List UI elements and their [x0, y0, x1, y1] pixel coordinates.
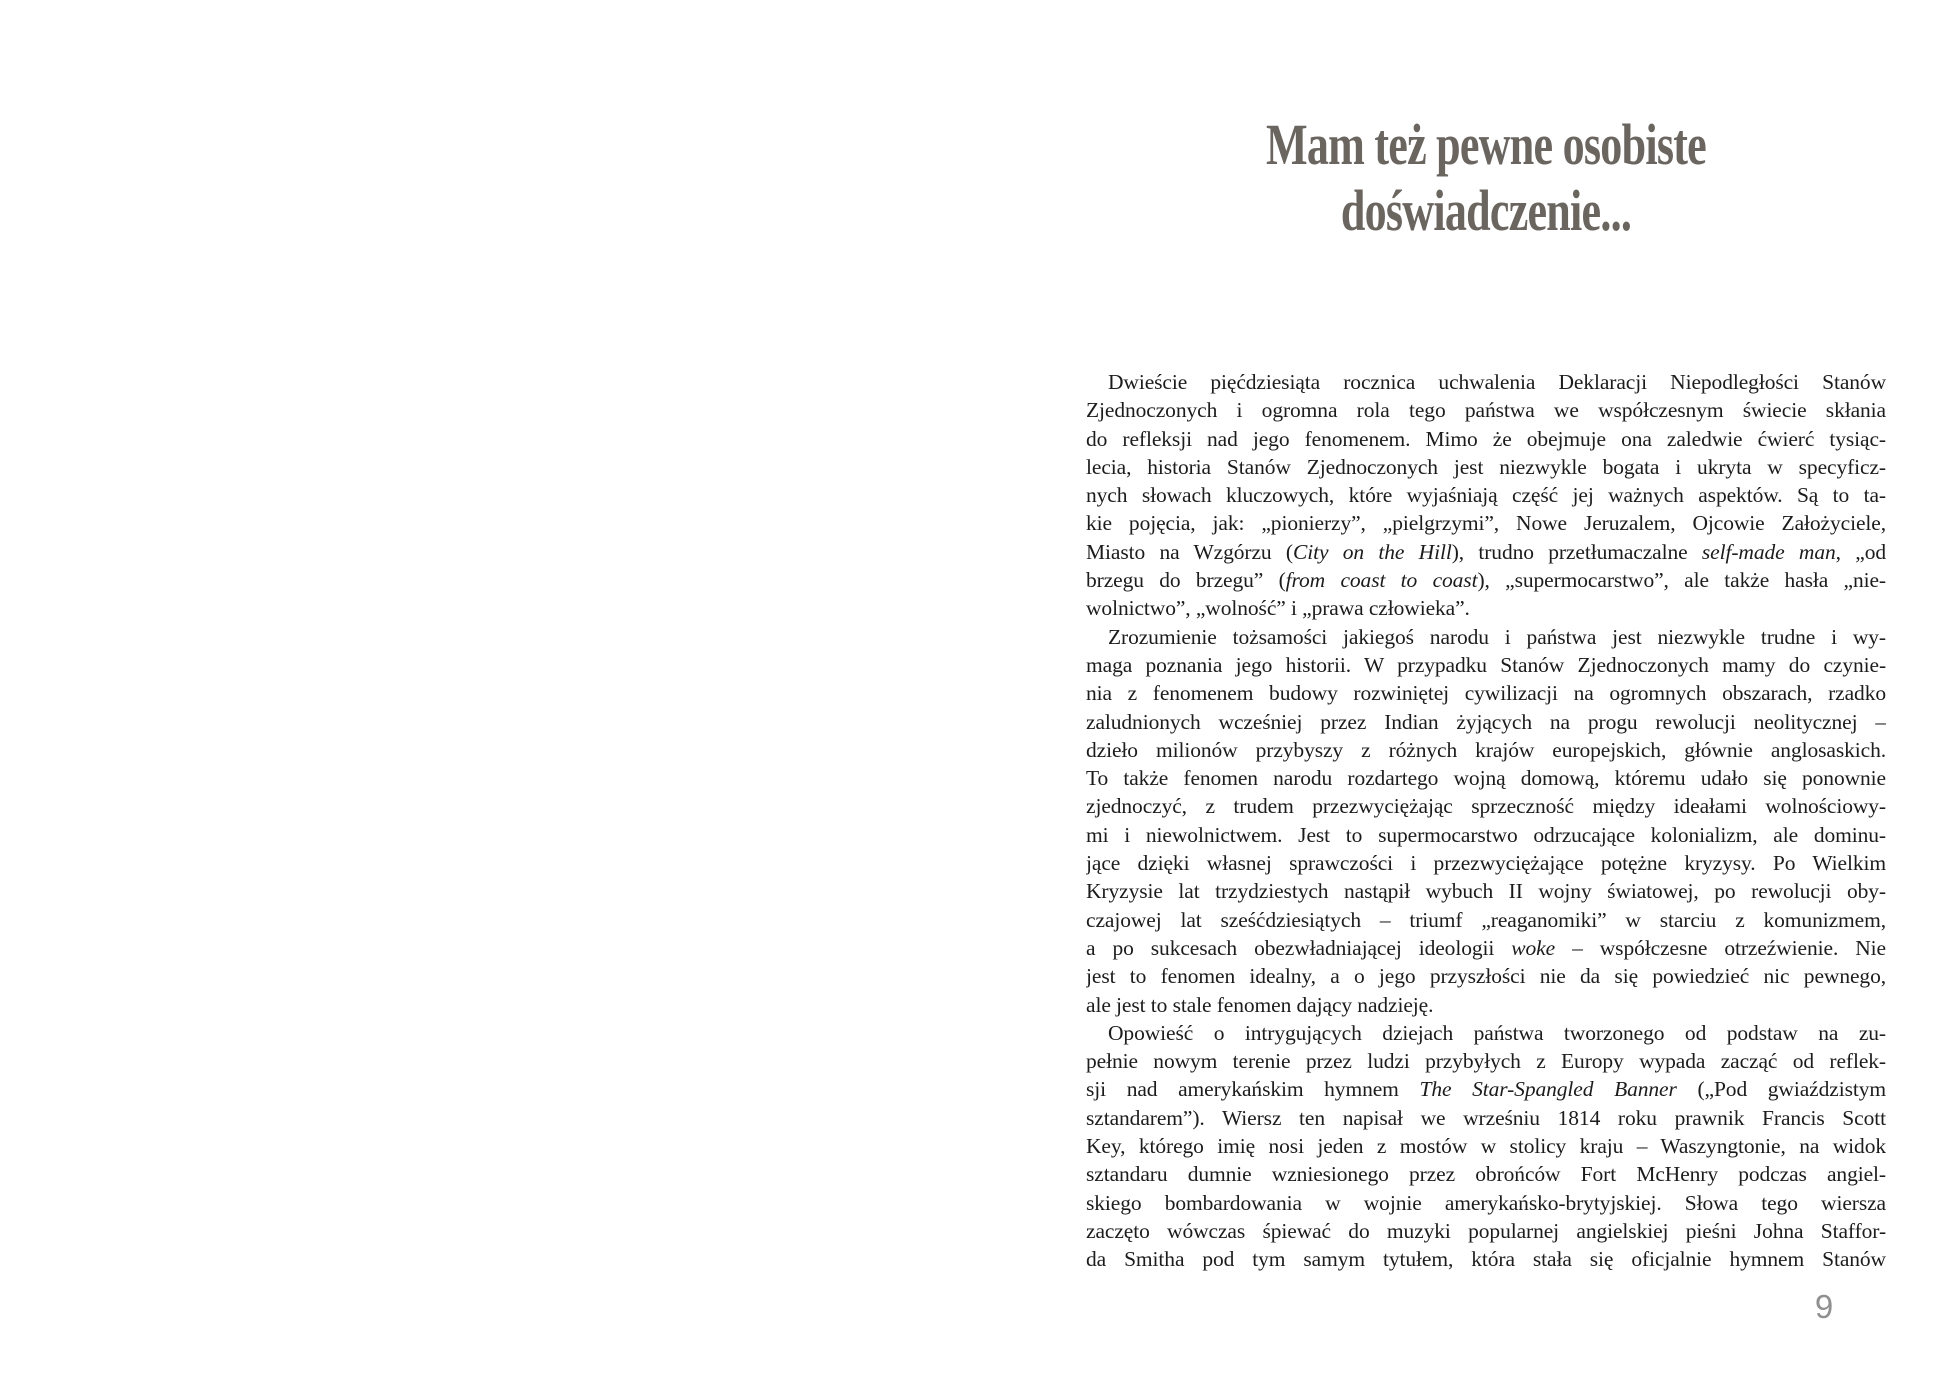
- body-text: [1086, 368, 1886, 1274]
- regular-text: Zrozumienie tożsamości jakiegoś narodu i państwa jest niezwykle trudne i wy-: [1108, 624, 1886, 649]
- text-line: [1086, 651, 1886, 679]
- regular-text: ), trudno przetłumaczalne: [1451, 539, 1702, 564]
- italic-text: from coast to coast: [1285, 568, 1478, 593]
- text-line: [1086, 792, 1886, 820]
- regular-text: mi i niewolnictwem. Jest to supermocarstwo odrzucające kolonializm, ale dominu-: [1086, 822, 1886, 847]
- regular-text: sztandaru dumnie wzniesionego przez obrońców Fort McHenry podczas angiel-: [1086, 1162, 1886, 1187]
- regular-text: jące dzięki własnej sprawczości i przezwyciężające potężne kryzysy. Po Wielkim: [1086, 851, 1886, 876]
- text-line: [1086, 396, 1886, 424]
- text-line: [1086, 708, 1886, 736]
- text-line: [1086, 481, 1886, 509]
- regular-text: skiego bombardowania w wojnie amerykańsko-brytyjskiej. Słowa tego wiersza: [1086, 1190, 1886, 1215]
- italic-text: City on the Hill: [1292, 539, 1452, 564]
- regular-text: zaczęto wówczas śpiewać do muzyki popularnej angielskiej pieśni Johna Staffor-: [1086, 1218, 1886, 1243]
- text-line: [1086, 368, 1886, 396]
- regular-text: czajowej lat sześćdziesiątych – triumf „reaganomiki” w starciu z komunizmem,: [1086, 907, 1886, 932]
- regular-text: da Smitha pod tym samym tytułem, która stała się oficjalnie hymnem Stanów: [1086, 1247, 1886, 1272]
- text-line: [1086, 1189, 1886, 1217]
- text-line: [1086, 509, 1886, 537]
- regular-text: ), „supermocarstwo”, ale także hasła „nie-: [1477, 568, 1886, 593]
- text-line: [1086, 934, 1886, 962]
- regular-text: sji nad amerykańskim hymnem: [1086, 1077, 1420, 1102]
- text-line: [1086, 764, 1886, 792]
- regular-text: („Pod gwiaździstym: [1676, 1077, 1886, 1102]
- text-line: [1086, 962, 1886, 990]
- regular-text: To także fenomen narodu rozdartego wojną domową, któremu udało się ponownie: [1086, 766, 1886, 791]
- regular-text: brzegu do brzegu” (: [1086, 568, 1286, 593]
- italic-text: The Star-Spangled Banner: [1419, 1077, 1677, 1102]
- regular-text: nych słowach kluczowych, które wyjaśniają część jej ważnych aspektów. Są to ta-: [1086, 483, 1886, 508]
- regular-text: dzieło milionów przybyszy z różnych krajów europejskich, głównie anglosaskich.: [1086, 737, 1886, 762]
- text-line: [1086, 1104, 1886, 1132]
- regular-text: sztandarem”). Wiersz ten napisał we wrześniu 1814 roku prawnik Francis Scott: [1086, 1105, 1886, 1130]
- regular-text: kie pojęcia, jak: „pionierzy”, „pielgrzymi”, Nowe Jeruzalem, Ojcowie Założyciele,: [1086, 511, 1886, 536]
- text-line: [1086, 849, 1886, 877]
- regular-text: maga poznania jego historii. W przypadku Stanów Zjednoczonych mamy do czynie-: [1086, 652, 1886, 677]
- regular-text: – współczesne otrzeźwienie. Nie: [1555, 935, 1886, 960]
- text-line: [1086, 453, 1886, 481]
- text-line: [1086, 623, 1886, 651]
- regular-text: wolnictwo”, „wolność” i „prawa człowieka”.: [1086, 596, 1470, 621]
- text-line: [1086, 906, 1886, 934]
- text-line: [1086, 425, 1886, 453]
- text-line: [1086, 1075, 1886, 1103]
- regular-text: lecia, historia Stanów Zjednoczonych jest niezwykle bogata i ukryta w specyficz-: [1086, 454, 1886, 479]
- regular-text: do refleksji nad jego fenomenem. Mimo że obejmuje ona zaledwie ćwierć tysiąc-: [1086, 426, 1886, 451]
- text-line: [1086, 821, 1886, 849]
- text-line: [1086, 594, 1886, 622]
- regular-text: Dwieście pięćdziesiąta rocznica uchwalenia Deklaracji Niepodległości Stanów: [1108, 370, 1886, 394]
- text-line: [1086, 566, 1886, 594]
- regular-text: Key, którego imię nosi jeden z mostów w stolicy kraju – Waszyngtonie, na widok: [1086, 1134, 1886, 1159]
- regular-text: zaludnionych wcześniej przez Indian żyjących na progu rewolucji neolitycznej –: [1086, 709, 1886, 734]
- regular-text: , „od: [1835, 539, 1886, 564]
- text-line: [1086, 1217, 1886, 1245]
- text-line: [1086, 1047, 1886, 1075]
- chapter-title: [1182, 112, 1790, 244]
- text-line: [1086, 1019, 1886, 1047]
- chapter-title-line-1: Mam też pewne osobiste: [1266, 112, 1706, 177]
- text-line: [1086, 1245, 1886, 1273]
- text-line: [1086, 1160, 1886, 1188]
- regular-text: ale jest to stale fenomen dający nadzieję.: [1086, 992, 1434, 1017]
- chapter-title-line-2: doświadczenie...: [1340, 178, 1632, 243]
- regular-text: Miasto na Wzgórzu (: [1086, 539, 1293, 564]
- text-line: [1086, 679, 1886, 707]
- regular-text: Opowieść o intrygujących dziejach państwa tworzonego od podstaw na zu-: [1108, 1020, 1886, 1045]
- regular-text: a po sukcesach obezwładniającej ideologii: [1086, 935, 1512, 960]
- italic-text: self-made man: [1701, 539, 1836, 564]
- regular-text: jest to fenomen idealny, a o jego przyszłości nie da się powiedzieć nic pewnego,: [1086, 964, 1886, 989]
- text-line: [1086, 877, 1886, 905]
- page-number: 9: [1814, 1288, 1834, 1325]
- text-line: [1086, 991, 1886, 1019]
- regular-text: pełnie nowym terenie przez ludzi przybyłych z Europy wypada zacząć od reflek-: [1086, 1049, 1886, 1074]
- text-line: [1086, 538, 1886, 566]
- italic-text: woke: [1511, 935, 1556, 960]
- regular-text: Zjednoczonych i ogromna rola tego państwa we współczesnym świecie skłania: [1086, 398, 1886, 423]
- regular-text: nia z fenomenem budowy rozwiniętej cywilizacji na ogromnych obszarach, rzadko: [1086, 681, 1886, 706]
- regular-text: zjednoczyć, z trudem przezwyciężając sprzeczność między ideałami wolnościowy-: [1086, 794, 1886, 819]
- regular-text: Kryzysie lat trzydziestych nastąpił wybuch II wojny światowej, po rewolucji oby-: [1086, 879, 1886, 904]
- text-line: [1086, 1132, 1886, 1160]
- text-line: [1086, 736, 1886, 764]
